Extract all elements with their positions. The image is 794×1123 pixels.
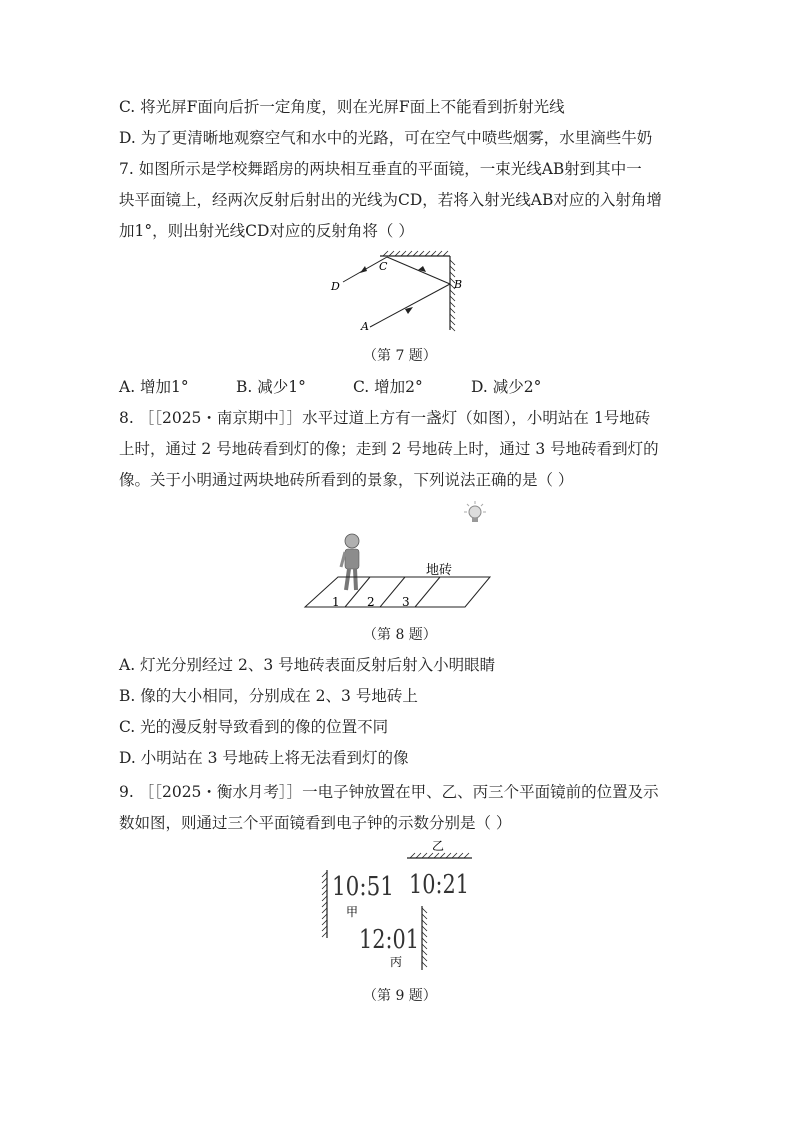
- q7-text-line-3: 加1°，则出射光线CD对应的反射角将（ ）: [119, 222, 414, 240]
- q7-label-a: A: [361, 320, 369, 333]
- q8-text-line-2: 上时，通过 2 号地砖看到灯的像；走到 2 号地砖上时，通过 3 号地砖看到灯的: [119, 440, 659, 458]
- q7-option-b: B. 减少1°: [236, 378, 306, 396]
- tile-2-label: 2: [367, 595, 375, 609]
- q7-option-c: C. 增加2°: [353, 378, 423, 396]
- clock-bing-display: 12:01: [359, 925, 419, 955]
- q7-option-d: D. 减少2°: [471, 378, 542, 396]
- option-c-line: C. 将光屏F面向后折一定角度，则在光屏F面上不能看到折射光线: [119, 98, 565, 116]
- mirror-bing-label: 丙: [390, 955, 403, 969]
- q9-text-line-1: 9. ［［2025・衡水月考］］一电子钟放置在甲、乙、丙三个平面镜前的位置及示: [119, 783, 659, 801]
- q8-text-line-1: 8. ［［2025・南京期中］］水平过道上方有一盏灯（如图），小明站在 1号地砖: [119, 409, 651, 427]
- mirror-yi-label: 乙: [432, 839, 445, 853]
- q7-label-d: D: [331, 280, 340, 293]
- tile-1-label: 1: [332, 595, 340, 609]
- boy-figure: [341, 534, 359, 590]
- q7-option-a: A. 增加1°: [119, 378, 189, 396]
- q7-text-line-2: 块平面镜上，经两次反射后射出的光线为CD，若将入射光线AB对应的入射角增: [119, 191, 662, 209]
- tile-3-label: 3: [402, 595, 410, 609]
- q8-option-d: D. 小明站在 3 号地砖上将无法看到灯的像: [119, 749, 409, 767]
- q7-caption: （第 7 题）: [363, 348, 437, 364]
- q9-text-line-2: 数如图，则通过三个平面镜看到电子钟的示数分别是（ ）: [119, 814, 512, 832]
- q9-caption: （第 9 题）: [363, 988, 437, 1004]
- q8-option-a: A. 灯光分别经过 2、3 号地砖表面反射后射入小明眼睛: [119, 656, 496, 674]
- q7-text-line-1: 7. 如图所示是学校舞蹈房的两块相互垂直的平面镜，一束光线AB射到其中一: [119, 160, 642, 178]
- mirror-jia-label: 甲: [346, 905, 359, 919]
- q7-label-c: C: [379, 260, 388, 273]
- q7-mirror-figure: [325, 252, 475, 342]
- q9-clock-figure: [312, 838, 482, 978]
- clock-yi-display: 10:21: [409, 870, 469, 900]
- q8-caption: （第 8 题）: [363, 627, 437, 643]
- tile-floor-label: 地砖: [426, 563, 453, 578]
- q8-option-c: C. 光的漫反射导致看到的像的位置不同: [119, 718, 389, 736]
- lamp-icon: [461, 499, 491, 529]
- clock-jia-display: 10:51: [332, 872, 394, 902]
- q8-option-b: B. 像的大小相同，分别成在 2、3 号地砖上: [119, 687, 418, 705]
- option-d-line: D. 为了更清晰地观察空气和水中的光路，可在空气中喷些烟雾，水里滴些牛奶: [119, 129, 653, 147]
- q8-corridor-figure: [300, 532, 500, 612]
- q7-label-b: B: [454, 278, 463, 291]
- q8-text-line-3: 像。关于小明通过两块地砖所看到的景象，下列说法正确的是（ ）: [119, 471, 574, 489]
